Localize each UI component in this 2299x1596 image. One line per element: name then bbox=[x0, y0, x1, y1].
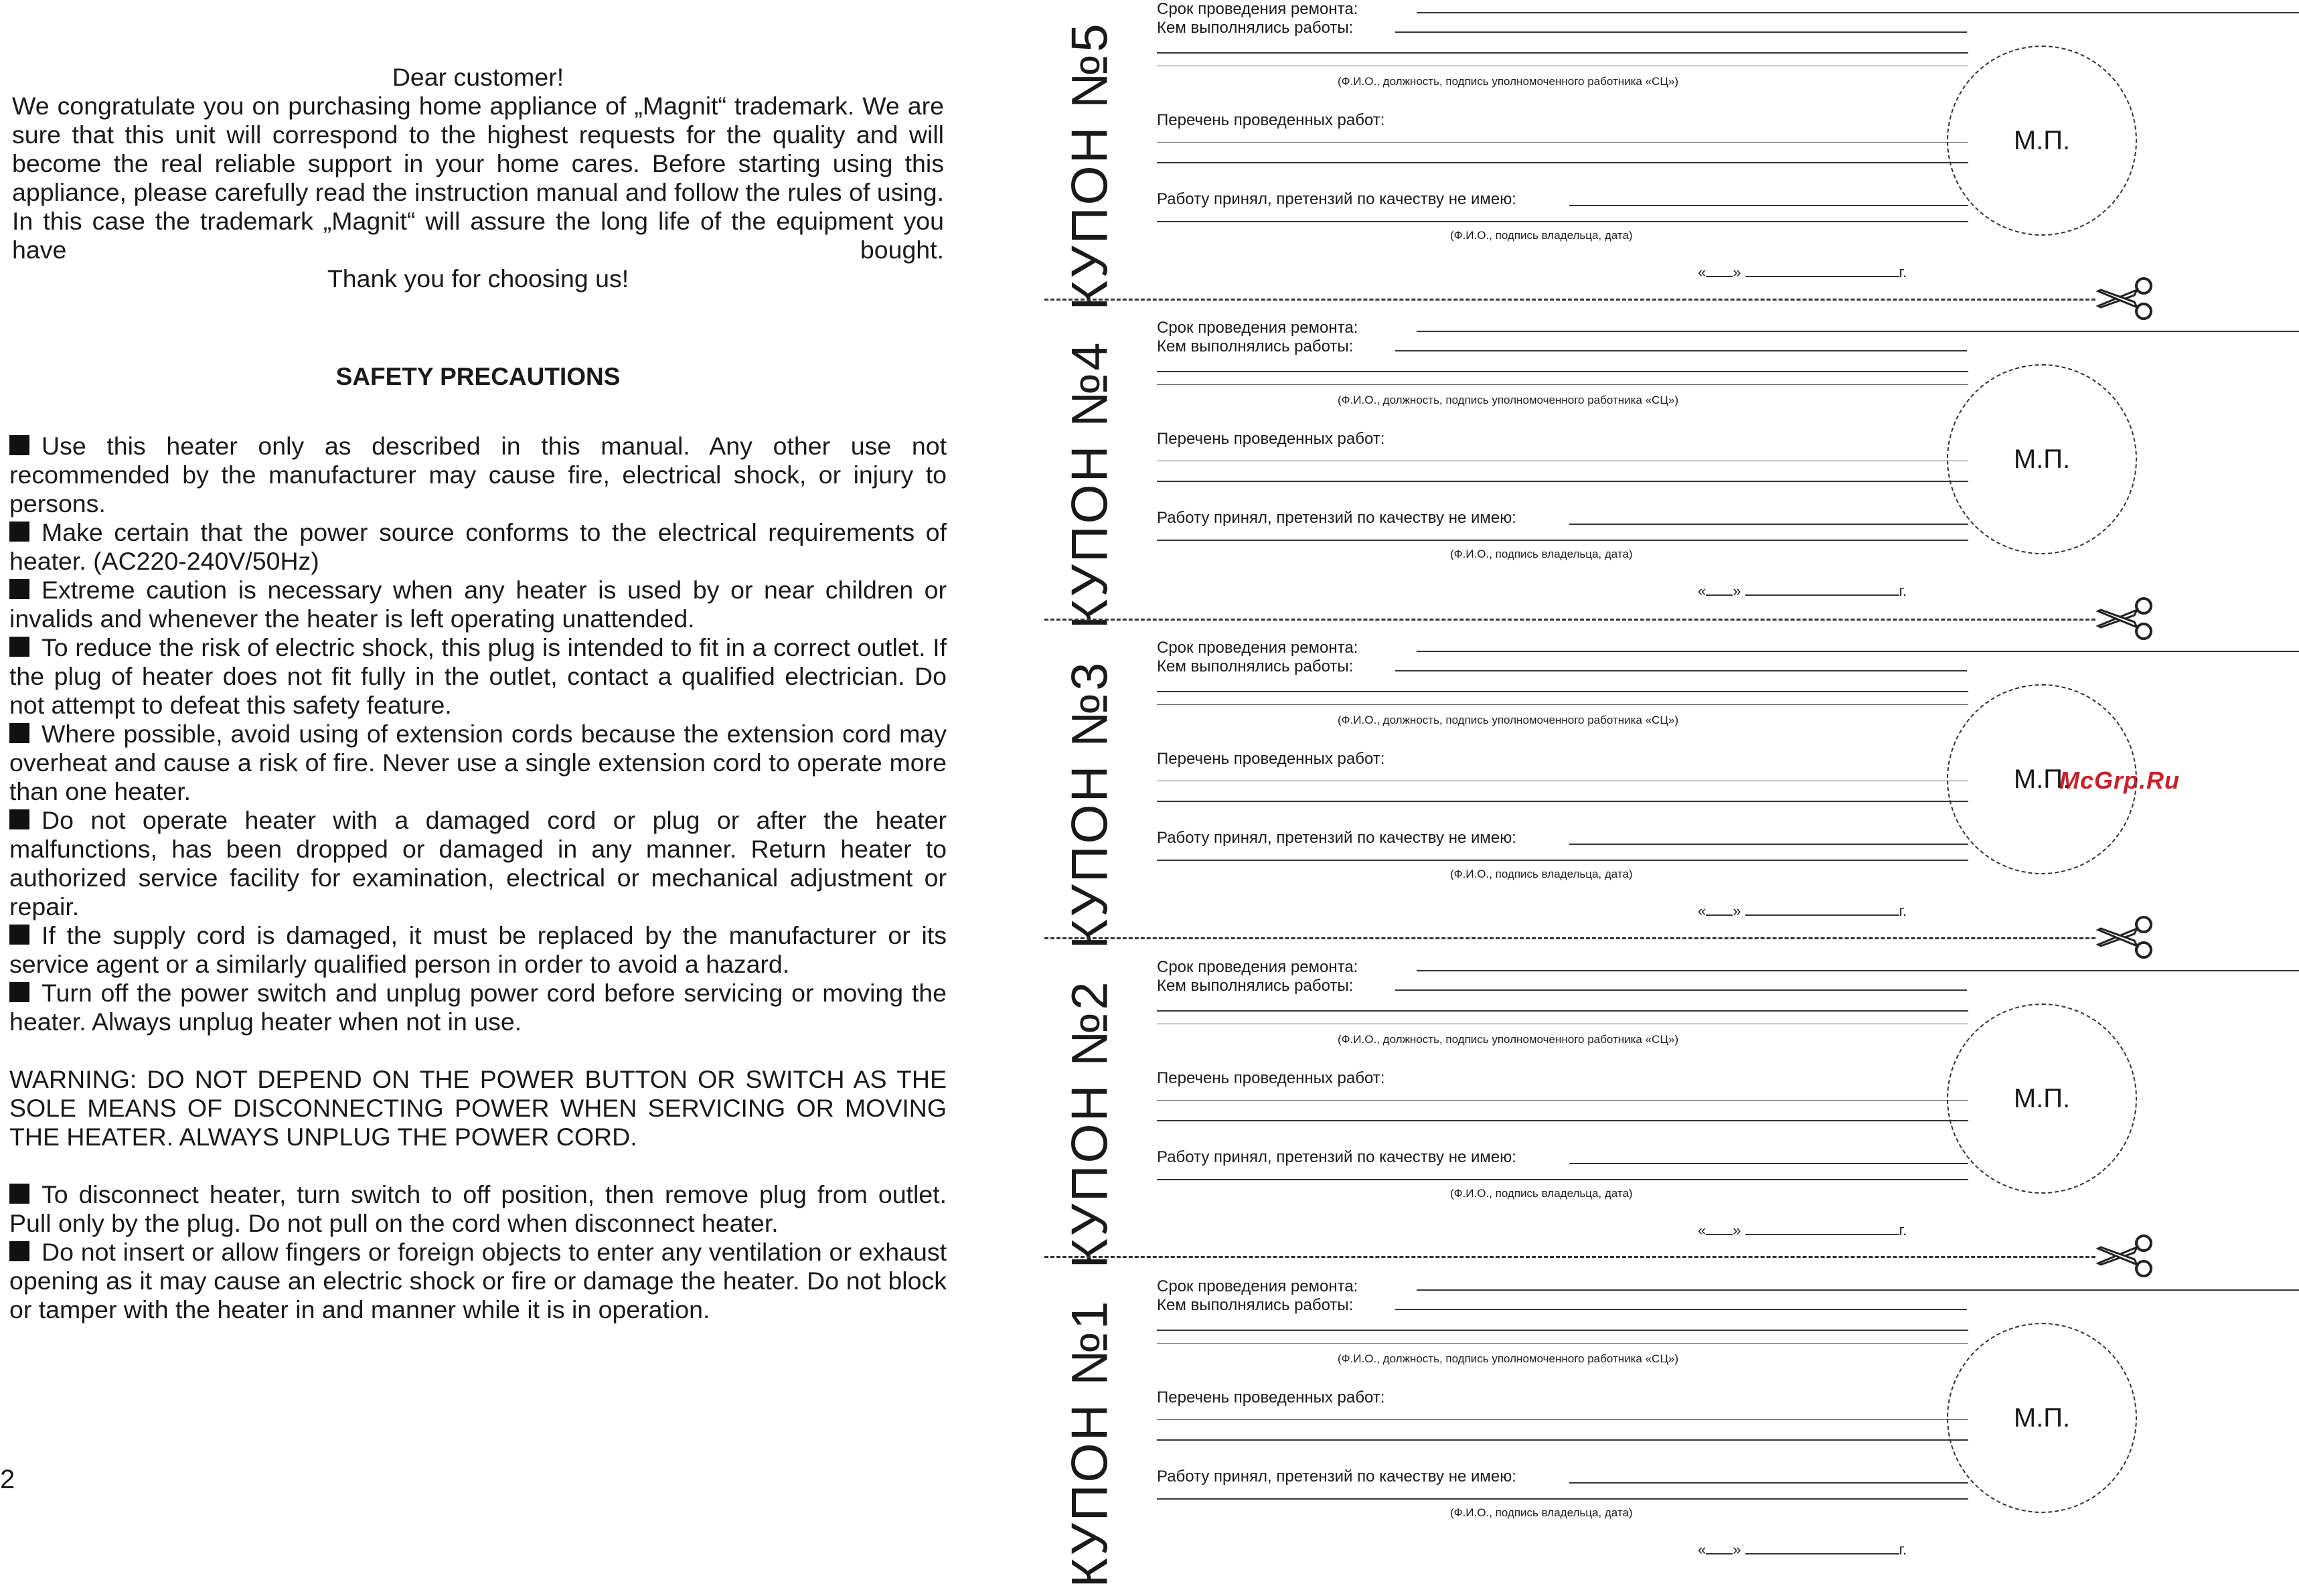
coupon-title: КУПОН №1 bbox=[1061, 1299, 1119, 1588]
repair-coupon bbox=[1044, 639, 2156, 957]
date-field[interactable]: « » г. bbox=[1698, 902, 1907, 919]
stamp-placeholder: М.П. bbox=[1947, 684, 2137, 874]
bullet-square-icon bbox=[9, 637, 29, 657]
performed-by-field-line[interactable] bbox=[1157, 1330, 1968, 1331]
coupon-title: КУПОН №3 bbox=[1061, 660, 1119, 949]
owner-hint: (Ф.И.О., подпись владельца, дата) bbox=[1450, 548, 1633, 560]
repair-coupon bbox=[1044, 319, 2156, 637]
works-list-field-line[interactable] bbox=[1157, 481, 1968, 482]
accepted-field-line[interactable] bbox=[1157, 860, 1968, 861]
works-list-label: Перечень проведенных работ: bbox=[1157, 430, 1385, 448]
safety-rule: Turn off the power switch and unplug power cord before servicing or moving the heater. Always unplug heater when not in use. bbox=[9, 979, 947, 1036]
scissors-icon bbox=[2094, 914, 2156, 961]
safety-rule: Extreme caution is necessary when any heater is used by or near children or invalids and whenever the heater is left operating unattended. bbox=[9, 576, 947, 633]
performed-by-field[interactable] bbox=[1395, 31, 1967, 33]
bullet-square-icon bbox=[9, 435, 29, 455]
stamp-placeholder: М.П. bbox=[1947, 364, 2137, 554]
performed-by-label: Кем выполнялись работы: bbox=[1157, 337, 1354, 355]
bullet-square-icon bbox=[9, 522, 29, 542]
greeting-body: We congratulate you on purchasing home appliance of „Magnit“ trademark. We are sure that this unit will correspond to the highest requests for the quality and will become the real reliable support in your home cares. Before starting using this appliance, please carefully read the instruction manual and follow the rules of using. In this case the trademark „Magnit“ will assure the long life of the equipment you have bought. bbox=[12, 92, 944, 264]
repair-coupon bbox=[1044, 0, 2156, 319]
accepted-label: Работу принял, претензий по качеству не имею: bbox=[1157, 190, 1516, 208]
date-field[interactable]: « » г. bbox=[1698, 264, 1907, 281]
cut-line bbox=[1044, 299, 2095, 301]
repair-period-label: Срок проведения ремонта: bbox=[1157, 319, 1358, 337]
date-field[interactable]: « » г. bbox=[1698, 1541, 1907, 1558]
accepted-label: Работу принял, претензий по качеству не имею: bbox=[1157, 1148, 1516, 1166]
accepted-label: Работу принял, претензий по качеству не имею: bbox=[1157, 1467, 1516, 1486]
safety-rule: Do not insert or allow fingers or foreign objects to enter any ventilation or exhaust opening as it may cause an electric shock or fire or damage the heater. Do not block or tamper with the heater in and manner while it is in operation. bbox=[9, 1238, 947, 1324]
performed-by-label: Кем выполнялись работы: bbox=[1157, 1296, 1354, 1314]
performed-by-field[interactable] bbox=[1395, 350, 1967, 351]
stamp-placeholder: М.П. bbox=[1947, 1004, 2137, 1194]
performed-by-field-line[interactable] bbox=[1157, 52, 1968, 54]
safety-rule: If the supply cord is damaged, it must be replaced by the manufacturer or its service agent or a similarly qualified person in order to avoid a hazard. bbox=[9, 921, 947, 978]
accepted-field-line[interactable] bbox=[1157, 540, 1968, 541]
works-list-label: Перечень проведенных работ: bbox=[1157, 1069, 1385, 1087]
bullet-square-icon bbox=[9, 982, 29, 1002]
works-list-field-line[interactable] bbox=[1157, 162, 1968, 163]
repair-period-field[interactable] bbox=[1417, 1289, 2299, 1291]
owner-hint: (Ф.И.О., подпись владельца, дата) bbox=[1450, 229, 1633, 242]
worker-hint: (Ф.И.О., должность, подпись уполномоченного работника «СЦ») bbox=[1338, 394, 1679, 406]
safety-rules bbox=[9, 432, 947, 1324]
owner-hint: (Ф.И.О., подпись владельца, дата) bbox=[1450, 1187, 1633, 1200]
coupons-page bbox=[1044, 0, 2181, 1588]
performed-by-field[interactable] bbox=[1395, 670, 1967, 671]
coupon-title: КУПОН №5 bbox=[1061, 21, 1119, 311]
accepted-label: Работу принял, претензий по качеству не имею: bbox=[1157, 509, 1516, 527]
safety-title: SAFETY PRECAUTIONS bbox=[335, 363, 621, 390]
worker-hint: (Ф.И.О., должность, подпись уполномоченного работника «СЦ») bbox=[1338, 1033, 1679, 1046]
performed-by-field-line[interactable] bbox=[1157, 384, 1968, 385]
performed-by-label: Кем выполнялись работы: bbox=[1157, 19, 1354, 37]
performed-by-field-line[interactable] bbox=[1157, 1343, 1968, 1344]
greeting-salutation: Dear customer! bbox=[392, 63, 564, 91]
greeting-thanks: Thank you for choosing us! bbox=[327, 264, 629, 293]
repair-period-field[interactable] bbox=[1417, 970, 2299, 971]
performed-by-field-line[interactable] bbox=[1157, 1010, 1968, 1012]
date-field[interactable]: « » г. bbox=[1698, 582, 1907, 599]
accepted-field-line[interactable] bbox=[1157, 221, 1968, 222]
bullet-square-icon bbox=[9, 1241, 29, 1261]
watermark: McGrp.Ru bbox=[2059, 767, 2181, 794]
cut-line bbox=[1044, 937, 2095, 939]
cut-line bbox=[1044, 1256, 2095, 1258]
scissors-icon bbox=[2094, 1232, 2156, 1279]
accepted-field[interactable] bbox=[1569, 1482, 1968, 1484]
accepted-field-line[interactable] bbox=[1157, 1179, 1968, 1180]
performed-by-field-line[interactable] bbox=[1157, 691, 1968, 692]
repair-period-field[interactable] bbox=[1417, 331, 2299, 332]
bullet-square-icon bbox=[9, 925, 29, 945]
scissors-icon bbox=[2094, 595, 2156, 642]
repair-period-field[interactable] bbox=[1417, 651, 2299, 652]
repair-period-label: Срок проведения ремонта: bbox=[1157, 0, 1358, 18]
repair-period-field[interactable] bbox=[1417, 12, 2299, 13]
stamp-placeholder: М.П. bbox=[1947, 46, 2137, 236]
accepted-field[interactable] bbox=[1569, 205, 1968, 206]
performed-by-label: Кем выполнялись работы: bbox=[1157, 977, 1354, 995]
works-list-label: Перечень проведенных работ: bbox=[1157, 1388, 1385, 1407]
cut-line bbox=[1044, 619, 2095, 621]
owner-hint: (Ф.И.О., подпись владельца, дата) bbox=[1450, 868, 1633, 880]
safety-rule: To reduce the risk of electric shock, this plug is intended to fit in a correct outlet. If the plug of heater does not fit fully in the outlet, contact a qualified electrician. Do not attempt to defeat this safety feature. bbox=[9, 633, 947, 719]
safety-rule: To disconnect heater, turn switch to off position, then remove plug from outlet. Pull only by the plug. Do not pull on the cord when disconnect heater. bbox=[9, 1180, 947, 1237]
works-list-field-line[interactable] bbox=[1157, 801, 1968, 802]
accepted-field-line[interactable] bbox=[1157, 1498, 1968, 1500]
repair-period-label: Срок проведения ремонта: bbox=[1157, 1277, 1358, 1295]
worker-hint: (Ф.И.О., должность, подпись уполномоченного работника «СЦ») bbox=[1338, 714, 1679, 726]
coupon-title: КУПОН №2 bbox=[1061, 979, 1119, 1269]
safety-warning: WARNING: DO NOT DEPEND ON THE POWER BUTTON OR SWITCH AS THE SOLE MEANS OF DISCONNECTING POWER WHEN SERVICING OR MOVING THE HEATER. ALWAYS UNPLUG THE POWER CORD. bbox=[9, 1065, 947, 1151]
page-number: 2 bbox=[0, 1465, 15, 1494]
stamp-placeholder: М.П. bbox=[1947, 1323, 2137, 1513]
works-list-label: Перечень проведенных работ: bbox=[1157, 111, 1385, 129]
date-field[interactable]: « » г. bbox=[1698, 1222, 1907, 1239]
performed-by-field[interactable] bbox=[1395, 1309, 1967, 1310]
bullet-square-icon bbox=[9, 723, 29, 743]
bullet-square-icon bbox=[9, 1184, 29, 1204]
repair-period-label: Срок проведения ремонта: bbox=[1157, 639, 1358, 657]
greeting-block bbox=[12, 63, 944, 293]
safety-rule: Make certain that the power source conforms to the electrical requirements of heater. (AC220-240V/50Hz) bbox=[9, 518, 947, 575]
bullet-square-icon bbox=[9, 579, 29, 599]
works-list-label: Перечень проведенных работ: bbox=[1157, 750, 1385, 768]
works-list-field-line[interactable] bbox=[1157, 142, 1968, 143]
accepted-field[interactable] bbox=[1569, 844, 1968, 845]
repair-period-label: Срок проведения ремонта: bbox=[1157, 958, 1358, 976]
scissors-icon bbox=[2094, 275, 2156, 322]
owner-hint: (Ф.И.О., подпись владельца, дата) bbox=[1450, 1506, 1633, 1519]
performed-by-field-line[interactable] bbox=[1157, 704, 1968, 705]
works-list-field-line[interactable] bbox=[1157, 1120, 1968, 1121]
works-list-field-line[interactable] bbox=[1157, 1100, 1968, 1101]
safety-rule: Use this heater only as described in this manual. Any other use not recommended by the manufacturer may cause fire, electrical shock, or injury to persons. bbox=[9, 432, 947, 517]
accepted-field[interactable] bbox=[1569, 1163, 1968, 1164]
coupon-title: КУПОН №4 bbox=[1061, 340, 1119, 629]
performed-by-field[interactable] bbox=[1395, 989, 1967, 991]
safety-rule: Where possible, avoid using of extension cords because the extension cord may overheat and cause a risk of fire. Never use a single extension cord to operate more than one heater. bbox=[9, 720, 947, 805]
worker-hint: (Ф.И.О., должность, подпись уполномоченного работника «СЦ») bbox=[1338, 75, 1679, 88]
works-list-field-line[interactable] bbox=[1157, 1439, 1968, 1441]
accepted-field[interactable] bbox=[1569, 524, 1968, 525]
repair-coupon bbox=[1044, 958, 2156, 1277]
performed-by-label: Кем выполнялись работы: bbox=[1157, 657, 1354, 675]
performed-by-field-line[interactable] bbox=[1157, 371, 1968, 372]
instructions-page bbox=[0, 0, 964, 1557]
safety-rule: Do not operate heater with a damaged cord or plug or after the heater malfunctions, has been dropped or damaged in any manner. Return heater to authorized service facility for examination, electrical or mechanical adjustment or repair. bbox=[9, 806, 947, 921]
works-list-field-line[interactable] bbox=[1157, 1419, 1968, 1420]
bullet-square-icon bbox=[9, 809, 29, 829]
repair-coupon bbox=[1044, 1277, 2156, 1596]
worker-hint: (Ф.И.О., должность, подпись уполномоченного работника «СЦ») bbox=[1338, 1352, 1679, 1365]
accepted-label: Работу принял, претензий по качеству не имею: bbox=[1157, 829, 1516, 847]
